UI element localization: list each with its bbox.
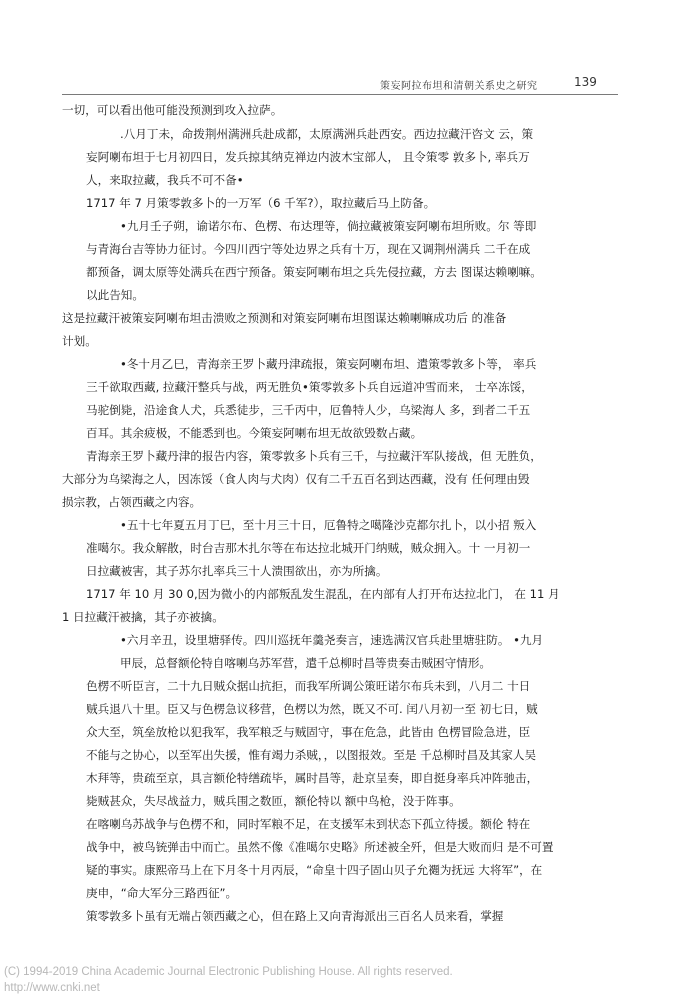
text-line: 木拜等，贵疏至京，具言额伦特缮疏毕，属时昌等，赴京呈奏，即自挺身率兵冲阵驰击， (86, 771, 539, 785)
text-line: 色楞不听臣言，二十九日贼众据山抗拒，而我军所调公策旺诺尔布兵未到，八月二 十日 (86, 679, 531, 693)
text-line: 这是拉藏汗被策妄阿喇布坦击溃败之预测和对策妄阿喇布坦图谋达赖喇嘛成功后 的准备 (62, 311, 507, 325)
text-line: 青海亲王罗卜藏丹津的报告内容，策零敦多卜兵有三千，与拉藏汗军队接战，但 无胜负， (86, 449, 542, 463)
text-line: 甲辰，总督额伦特自喀喇乌苏军营，遣千总柳时昌等贵奏击贼困守情形。 (120, 656, 492, 670)
text-line: 疑的事实。康熙帝马上在下月冬十月丙辰，“命皇十四子固山贝子允禵为抚远 大将军”，在 (86, 863, 543, 877)
text-line: 以此告知。 (86, 288, 144, 302)
text-line: 庚申，“命大军分三路西征”。 (86, 886, 238, 900)
text-line: 妄阿喇布坦于七月初四日，发兵掠其纳克禅边内波木宝部人， 且令策零 敦多卜, 率兵万 (86, 150, 530, 164)
text-line: 毙贼甚众，失尽战益力，贼兵围之数匝，额伦特以 额中鸟枪，没于阵事。 (86, 794, 461, 808)
text-line: 不能与之协心，以至军出失援，惟有竭力杀贼，，以图报效。至是 千总柳时昌及其家人吴 (86, 748, 537, 762)
text-line: •五十七年夏五月丁巳，至十月三十日，厄鲁特之噶隆沙克都尔扎卜，以小招 叛入 (120, 518, 537, 532)
text-line: 日拉藏被害，其子苏尔扎率兵三十人溃围欲出，亦为所擒。 (86, 564, 388, 578)
header-divider (62, 94, 618, 95)
text-line: 1 日拉藏汗被擒，其子亦被擒。 (62, 610, 224, 624)
text-line: 一切，可以看出他可能没预测到攻入拉萨。 (62, 103, 283, 117)
text-line: .八月丁未，命拨荆州满洲兵赴成都，太原满洲兵赴西安。西边拉藏汗咨文 云，策 (120, 127, 534, 141)
text-line: 大部分为乌梁海之人，因冻馁（食人肉与犬肉）仅有二千五百名到达西藏，没有 任何理由毁 (62, 472, 530, 486)
text-line: 都预备，调太原等处满兵在西宁预备。策妄阿喇布坦之兵先侵拉藏，方去 图谋达赖喇嘛。 (86, 265, 542, 279)
text-line: 众大至，筑垒放枪以犯我军，我军粮乏与贼固守，事在危急，此皆由 色楞冒险急进，臣 (86, 725, 531, 739)
text-line: 计划。 (62, 334, 97, 348)
text-line: 人，来取拉藏，我兵不可不备• (86, 173, 244, 187)
footer-url[interactable]: http://www.cnki.net (4, 982, 100, 994)
text-line: 1717 年 10 月 30 0,因为微小的内部叛乱发生混乱，在内部有人打开布达拉北门， 在 11 月 (86, 587, 560, 601)
text-line: 准噶尔。我众解散，时台吉那木扎尔等在布达拉北城开门纳贼，贼众拥入。十 一月初一 (86, 541, 531, 555)
page-number: 139 (574, 75, 597, 89)
text-line: •六月辛丑，设里塘驿传。四川巡抚年羹尧奏言，速选满汉官兵赴里塘驻防。 •九月 (120, 633, 544, 647)
text-line: 贼兵退八十里。臣又与色楞急议移营，色楞以为然，既又不可. 闰八月初一至 初七日，贼 (86, 702, 538, 716)
text-line: 百耳。其余疲极，不能悉到也。今策妄阿喇布坦无故欲毁数占藏。 (86, 426, 423, 440)
copyright-notice: (C) 1994-2019 China Academic Journal Electronic Publishing House. All rights reserved. (4, 966, 453, 978)
text-line: 损宗教，占领西藏之内容。 (62, 495, 202, 509)
text-line: 三千欲取西藏, 拉藏汗整兵与战，两无胜负•策零敦多卜兵自远道冲雪而来， 士卒冻馁， (86, 380, 533, 394)
text-line: 战争中，被鸟铳弹击中而亡。虽然不像《准噶尔史略》所述被全歼，但是大败而归 是不可置 (86, 840, 554, 854)
text-line: •冬十月乙巳，青海亲王罗卜藏丹津疏报，策妄阿喇布坦、遣策零敦多卜等， 率兵 (120, 357, 537, 371)
text-line: 策零敦多卜虽有无端占领西藏之心，但在路上又向青海派出三百名人员来看，掌握 (86, 909, 504, 923)
text-line: •九月壬子朔，谕诺尔布、色楞、布达理等，倘拉藏被策妄阿喇布坦所败。尔 等即 (120, 219, 537, 233)
text-line: 1717 年 7 月策零敦多卜的一万军（6 千军?），取拉藏后马上防备。 (86, 196, 436, 210)
text-line: 马驼倒毙，沿途食人犬，兵悉徒步，三千丙中，厄鲁特人少，乌梁海人 多，到者二千五 (86, 403, 531, 417)
text-line: 与青海台吉等协力征讨。今四川西宁等处边界之兵有十万，现在又调荆州满兵 二千在成 (86, 242, 531, 256)
running-header-title: 策妄阿拉布坦和清朝关系史之研究 (380, 81, 538, 92)
text-line: 在喀喇乌苏战争与色楞不和，同时军粮不足，在支援军未到状态下孤立待援。额伦 特在 (86, 817, 531, 831)
